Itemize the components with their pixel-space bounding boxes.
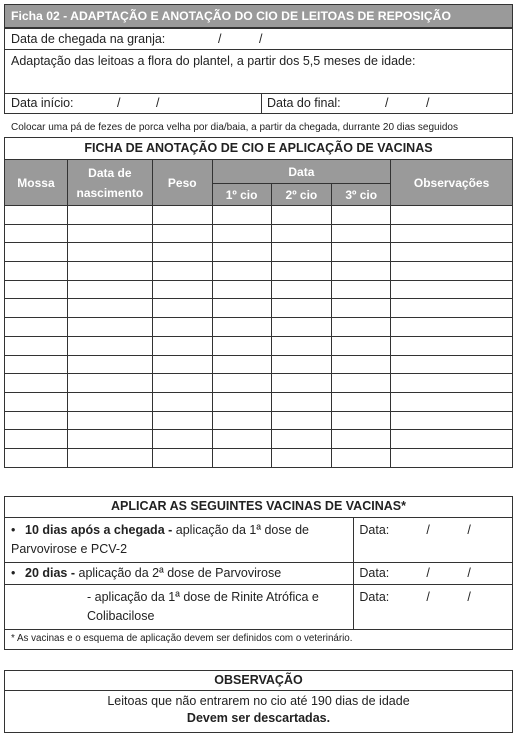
table-cell[interactable] xyxy=(391,448,513,467)
end-date-label: Data do final: xyxy=(267,96,341,110)
table-cell[interactable] xyxy=(271,318,332,337)
table-cell[interactable] xyxy=(271,299,332,318)
table-row xyxy=(5,336,513,355)
table-cell[interactable] xyxy=(67,262,152,281)
table-cell[interactable] xyxy=(212,448,271,467)
vaccine-date-slash-1: / xyxy=(426,523,430,537)
table-row xyxy=(5,318,513,337)
arrival-date-slash-1: / xyxy=(218,32,222,46)
table-cell[interactable] xyxy=(67,392,152,411)
table-cell[interactable] xyxy=(67,318,152,337)
table-cell[interactable] xyxy=(5,318,68,337)
table-cell[interactable] xyxy=(332,299,391,318)
table-cell[interactable] xyxy=(5,430,68,449)
vaccine-description: - aplicação da 1ª dose de Rinite Atrófica e Colibacilose xyxy=(87,590,319,623)
table-cell[interactable] xyxy=(391,392,513,411)
table-cell[interactable] xyxy=(271,206,332,225)
table-cell[interactable] xyxy=(152,280,212,299)
table-cell[interactable] xyxy=(152,206,212,225)
col-observacoes: Observações xyxy=(391,160,513,206)
start-date-slash-1: / xyxy=(117,96,121,110)
table-cell[interactable] xyxy=(212,280,271,299)
observation-line-2: Devem ser descartadas. xyxy=(186,711,331,725)
table-cell[interactable] xyxy=(152,262,212,281)
table-cell[interactable] xyxy=(212,355,271,374)
table-cell[interactable] xyxy=(391,262,513,281)
table-cell[interactable] xyxy=(152,392,212,411)
table-cell[interactable] xyxy=(391,355,513,374)
arrival-date-slash-2: / xyxy=(259,32,263,46)
table-cell[interactable] xyxy=(152,374,212,393)
table-cell[interactable] xyxy=(5,206,68,225)
observation-line-1: Leitoas que não entrarem no cio até 190 dias de idade xyxy=(107,694,410,708)
table-cell[interactable] xyxy=(5,224,68,243)
info-box xyxy=(4,28,513,114)
table-cell[interactable] xyxy=(332,206,391,225)
table-cell[interactable] xyxy=(67,355,152,374)
vaccine-row xyxy=(5,563,513,585)
col-cio-3: 3º cio xyxy=(332,184,391,206)
start-date-label: Data início: xyxy=(11,96,74,110)
table-row xyxy=(5,280,513,299)
table-cell[interactable] xyxy=(5,336,68,355)
table-cell[interactable] xyxy=(271,374,332,393)
table-cell[interactable] xyxy=(152,411,212,430)
vaccine-date-label: Data: xyxy=(359,523,390,537)
table-cell[interactable] xyxy=(332,430,391,449)
table-cell[interactable] xyxy=(212,392,271,411)
table-row xyxy=(5,411,513,430)
vaccine-date-slash-2: / xyxy=(467,523,471,537)
table-cell[interactable] xyxy=(332,336,391,355)
vaccine-date-label: Data: xyxy=(359,590,390,604)
table-cell[interactable] xyxy=(332,318,391,337)
vaccines-footnote: * As vacinas e o esquema de aplicação devem ser definidos com o veterinário. xyxy=(4,630,513,650)
table-cell[interactable] xyxy=(212,262,271,281)
table-cell[interactable] xyxy=(391,318,513,337)
table-row xyxy=(5,206,513,225)
vaccine-date-slash-2: / xyxy=(467,566,471,580)
end-date-slash-1: / xyxy=(385,96,389,110)
table-cell[interactable] xyxy=(152,336,212,355)
end-date-slash-2: / xyxy=(426,96,430,110)
col-cio-2: 2º cio xyxy=(271,184,332,206)
table-cell[interactable] xyxy=(271,262,332,281)
vaccines-title: APLICAR AS SEGUINTES VACINAS DE VACINAS* xyxy=(4,496,513,517)
table-row xyxy=(5,430,513,449)
vaccine-date-slash-1: / xyxy=(426,566,430,580)
col-mossa: Mossa xyxy=(5,160,68,206)
table-row xyxy=(5,374,513,393)
observation-box xyxy=(4,670,513,733)
table-cell[interactable] xyxy=(67,280,152,299)
table-cell[interactable] xyxy=(332,262,391,281)
table-cell[interactable] xyxy=(391,374,513,393)
table-cell[interactable] xyxy=(271,392,332,411)
bullet: • xyxy=(11,523,16,537)
table-cell[interactable] xyxy=(391,430,513,449)
vaccine-row xyxy=(5,518,513,563)
vaccine-row xyxy=(5,585,513,630)
arrival-date-label: Data de chegada na granja: xyxy=(11,32,166,46)
table-cell[interactable] xyxy=(152,355,212,374)
table-cell[interactable] xyxy=(212,336,271,355)
table-cell[interactable] xyxy=(391,336,513,355)
table-cell[interactable] xyxy=(5,374,68,393)
table-cell[interactable] xyxy=(5,243,68,262)
table-row xyxy=(5,224,513,243)
table-cell[interactable] xyxy=(67,224,152,243)
table-cell[interactable] xyxy=(271,411,332,430)
table-row xyxy=(5,392,513,411)
table-cell[interactable] xyxy=(391,411,513,430)
table-cell[interactable] xyxy=(212,411,271,430)
table-cell[interactable] xyxy=(271,430,332,449)
table-cell[interactable] xyxy=(67,243,152,262)
table-cell[interactable] xyxy=(5,262,68,281)
table-cell[interactable] xyxy=(5,355,68,374)
start-date-slash-2: / xyxy=(156,96,160,110)
estrus-table-title: FICHA DE ANOTAÇÃO DE CIO E APLICAÇÃO DE VACINAS xyxy=(4,137,513,159)
table-cell[interactable] xyxy=(332,243,391,262)
table-cell[interactable] xyxy=(5,280,68,299)
table-cell[interactable] xyxy=(271,224,332,243)
table-cell[interactable] xyxy=(152,224,212,243)
table-cell[interactable] xyxy=(212,430,271,449)
table-cell[interactable] xyxy=(212,318,271,337)
table-cell[interactable] xyxy=(271,243,332,262)
table-cell[interactable] xyxy=(5,299,68,318)
observation-title: OBSERVAÇÃO xyxy=(5,671,512,691)
table-cell[interactable] xyxy=(391,280,513,299)
table-cell[interactable] xyxy=(152,243,212,262)
instruction-text: Colocar uma pá de fezes de porca velha por dia/baia, a partir da chegada, durrante 20 dias seguidos xyxy=(11,122,458,133)
vaccines-wrapper xyxy=(4,496,513,650)
adaptation-text: Adaptação das leitoas a flora do plantel, a partir dos 5,5 meses de idade: xyxy=(11,54,416,68)
table-cell[interactable] xyxy=(391,299,513,318)
estrus-table xyxy=(4,159,513,468)
table-row xyxy=(5,355,513,374)
col-peso: Peso xyxy=(152,160,212,206)
table-cell[interactable] xyxy=(67,374,152,393)
vaccine-timing: 20 dias - xyxy=(25,566,76,580)
table-cell[interactable] xyxy=(152,299,212,318)
table-cell[interactable] xyxy=(212,374,271,393)
table-cell[interactable] xyxy=(212,224,271,243)
vaccine-timing: 10 dias após a chegada - xyxy=(25,523,173,537)
table-cell[interactable] xyxy=(332,392,391,411)
table-cell[interactable] xyxy=(271,336,332,355)
table-cell[interactable] xyxy=(67,448,152,467)
vaccine-date-slash-2: / xyxy=(467,590,471,604)
vaccine-date-label: Data: xyxy=(359,566,390,580)
table-cell[interactable] xyxy=(212,299,271,318)
vaccines-table xyxy=(4,517,513,630)
table-cell[interactable] xyxy=(212,243,271,262)
table-cell[interactable] xyxy=(332,355,391,374)
table-cell[interactable] xyxy=(332,411,391,430)
table-cell[interactable] xyxy=(67,206,152,225)
table-cell[interactable] xyxy=(391,206,513,225)
table-cell[interactable] xyxy=(152,318,212,337)
table-cell[interactable] xyxy=(5,448,68,467)
table-cell[interactable] xyxy=(152,430,212,449)
table-cell[interactable] xyxy=(391,224,513,243)
table-row xyxy=(5,448,513,467)
col-cio-1: 1º cio xyxy=(212,184,271,206)
table-cell[interactable] xyxy=(332,374,391,393)
table-row xyxy=(5,262,513,281)
bullet: • xyxy=(11,566,16,580)
estrus-table-wrapper xyxy=(4,137,513,468)
table-cell[interactable] xyxy=(152,448,212,467)
form-title: Ficha 02 - ADAPTAÇÃO E ANOTAÇÃO DO CIO DE LEITOAS DE REPOSIÇÃO xyxy=(4,4,513,28)
vaccine-description: aplicação da 2ª dose de Parvovirose xyxy=(75,566,282,580)
table-cell[interactable] xyxy=(5,392,68,411)
vaccine-description: aplicação da 1ª dose de Parvovirose e PCV-2 xyxy=(11,523,309,556)
table-cell[interactable] xyxy=(67,336,152,355)
table-cell[interactable] xyxy=(212,206,271,225)
table-cell[interactable] xyxy=(271,448,332,467)
vaccine-date-slash-1: / xyxy=(426,590,430,604)
table-cell[interactable] xyxy=(5,411,68,430)
table-cell[interactable] xyxy=(271,280,332,299)
col-data: Data xyxy=(212,160,390,184)
table-row xyxy=(5,243,513,262)
table-row xyxy=(5,299,513,318)
table-cell[interactable] xyxy=(67,430,152,449)
table-cell[interactable] xyxy=(332,224,391,243)
table-cell[interactable] xyxy=(332,448,391,467)
table-cell[interactable] xyxy=(67,411,152,430)
col-birth-date: Data de nascimento xyxy=(67,160,152,206)
table-cell[interactable] xyxy=(332,280,391,299)
table-cell[interactable] xyxy=(67,299,152,318)
table-cell[interactable] xyxy=(271,355,332,374)
table-cell[interactable] xyxy=(391,243,513,262)
